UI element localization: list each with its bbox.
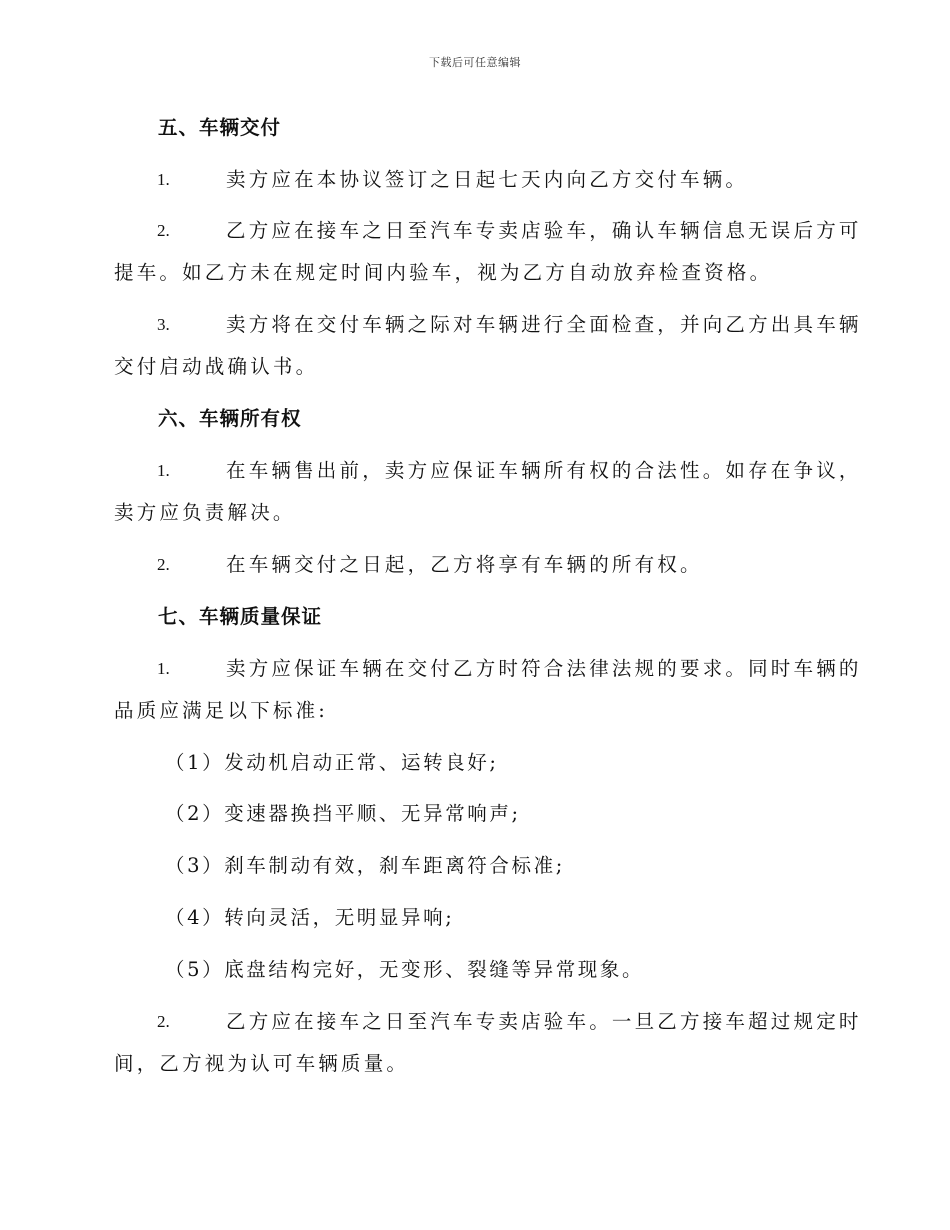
page-header: 下载后可任意编辑: [429, 56, 521, 69]
section-5-title: 五、车辆交付: [158, 116, 282, 139]
standard-item: （4）转向灵活，无明显异响;: [165, 906, 455, 929]
clause-text: 卖方应保证车辆在交付乙方时符合法律法规的要求。同时车辆的: [226, 657, 862, 680]
clause-text: 卖方将在交付车辆之际对车辆进行全面检查，并向乙方出具车辆: [226, 313, 862, 336]
clause-text-continued: 间，乙方视为认可车辆质量。: [114, 1052, 410, 1075]
clause-text: 在车辆售出前，卖方应保证车辆所有权的合法性。如存在争议，: [226, 459, 862, 482]
standard-item: （3）刹车制动有效，刹车距离符合标准;: [165, 854, 565, 877]
item-number: 2.: [157, 221, 170, 240]
item-number: 1.: [157, 659, 170, 678]
clause-text-continued: 提车。如乙方未在规定时间内验车，视为乙方自动放弃检查资格。: [114, 261, 773, 284]
clause-text-continued: 交付启动战确认书。: [114, 355, 319, 378]
clause-text: 乙方应在接车之日至汽车专卖店验车。一旦乙方接车超过规定时: [226, 1010, 862, 1033]
item-number: 2.: [157, 555, 170, 574]
item-number: 1.: [157, 170, 170, 189]
clause-text: 在车辆交付之日起，乙方将享有车辆的所有权。: [226, 553, 703, 576]
standard-item: （2）变速器换挡平顺、无异常响声;: [165, 802, 521, 825]
standard-item: （1）发动机启动正常、运转良好;: [165, 751, 499, 774]
section-6-title: 六、车辆所有权: [158, 407, 302, 430]
standard-item: （5）底盘结构完好，无变形、裂缝等异常现象。: [165, 958, 645, 981]
clause-text: 乙方应在接车之日至汽车专卖店验车，确认车辆信息无误后方可: [226, 219, 862, 242]
section-7-title: 七、车辆质量保证: [158, 605, 323, 628]
clause-text-continued: 品质应满足以下标准:: [114, 699, 329, 722]
clause-text: 卖方应在本协议签订之日起七天内向乙方交付车辆。: [226, 168, 749, 191]
clause-text-continued: 卖方应负责解决。: [114, 501, 296, 524]
item-number: 3.: [157, 315, 170, 334]
item-number: 1.: [157, 461, 170, 480]
item-number: 2.: [157, 1012, 170, 1031]
